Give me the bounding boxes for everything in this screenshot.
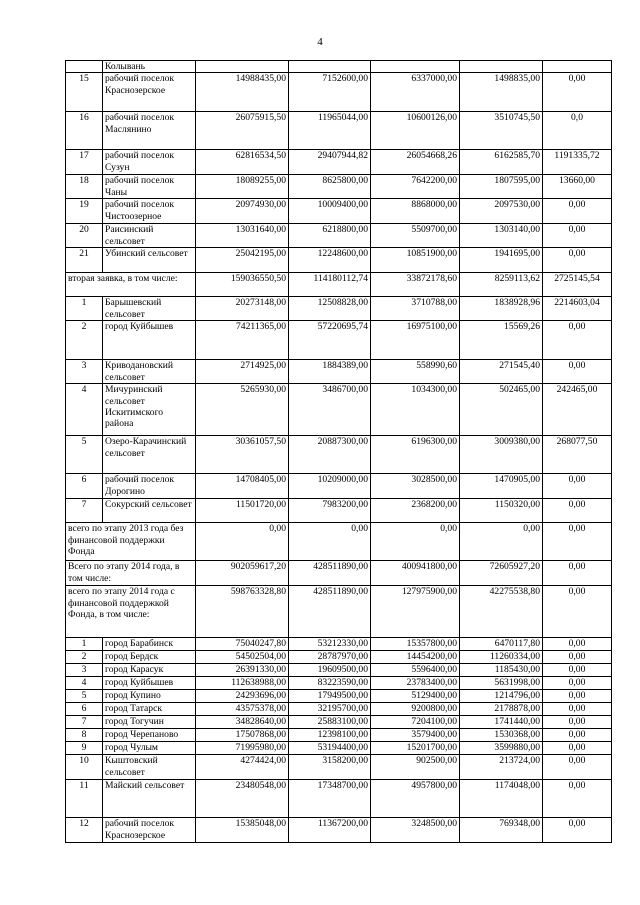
amount-cell-1: 25042195,00 <box>196 248 289 273</box>
row-number: 20 <box>66 224 103 248</box>
amount-cell-3: 1034300,00 <box>371 384 460 436</box>
amount-cell-3: 15201700,00 <box>371 742 460 755</box>
amount-cell-2: 53194400,00 <box>289 742 371 755</box>
amount-cell-5: 0,00 <box>543 780 612 818</box>
row-number: 9 <box>66 742 103 755</box>
row-number: 4 <box>66 677 103 690</box>
row-number: 7 <box>66 716 103 729</box>
amount-cell-4: 1185430,00 <box>460 664 543 677</box>
amount-cell-3: 33872178,60 <box>371 273 460 297</box>
table-row <box>66 651 612 664</box>
row-number: 18 <box>66 175 103 199</box>
municipality-name: Озеро-Карачинский сельсовет <box>103 436 196 474</box>
amount-cell-5: 0,00 <box>543 561 612 586</box>
amount-cell-2: 3486700,00 <box>289 384 371 436</box>
amount-cell-5: 0,00 <box>543 651 612 664</box>
amount-cell-3: 5596400,00 <box>371 664 460 677</box>
amount-cell-1: 4274424,00 <box>196 755 289 780</box>
municipality-name: Барышевский сельсовет <box>103 297 196 321</box>
amount-cell-3: 902500,00 <box>371 755 460 780</box>
amount-cell-5: 0,00 <box>543 716 612 729</box>
amount-cell-5: 242465,00 <box>543 384 612 436</box>
amount-cell-2 <box>289 61 371 73</box>
amount-cell-1: 23480548,00 <box>196 780 289 818</box>
amount-cell-1: 71995980,00 <box>196 742 289 755</box>
amount-cell-5: 0,0 <box>543 112 612 150</box>
amount-cell-5: 0,00 <box>543 818 612 843</box>
municipality-name: Кыштовский сельсовет <box>103 755 196 780</box>
row-number: 8 <box>66 729 103 742</box>
amount-cell-5: 0,00 <box>543 586 612 638</box>
amount-cell-2: 114180112,74 <box>289 273 371 297</box>
amount-cell-3: 558990,60 <box>371 360 460 384</box>
amount-cell-3: 3028500,00 <box>371 474 460 499</box>
amount-cell-2: 12248600,00 <box>289 248 371 273</box>
amount-cell-3: 5129400,00 <box>371 690 460 703</box>
table-row <box>66 742 612 755</box>
amount-cell-4: 1174048,00 <box>460 780 543 818</box>
funding-table <box>65 60 612 843</box>
amount-cell-4 <box>460 61 543 73</box>
municipality-name: город Татарск <box>103 703 196 716</box>
amount-cell-2: 11965044,00 <box>289 112 371 150</box>
summary-row <box>66 586 612 638</box>
amount-cell-1: 112638988,00 <box>196 677 289 690</box>
amount-cell-1: 24293696,00 <box>196 690 289 703</box>
row-number: 3 <box>66 360 103 384</box>
amount-cell-2: 428511890,00 <box>289 561 371 586</box>
amount-cell-3: 400941800,00 <box>371 561 460 586</box>
table-row <box>66 175 612 199</box>
amount-cell-4: 1214796,00 <box>460 690 543 703</box>
municipality-name: Убинский сельсовет <box>103 248 196 273</box>
amount-cell-3: 23783400,00 <box>371 677 460 690</box>
amount-cell-3: 7642200,00 <box>371 175 460 199</box>
amount-cell-1: 75040247,80 <box>196 638 289 651</box>
row-number: 12 <box>66 818 103 843</box>
amount-cell-4: 1150320,00 <box>460 499 543 523</box>
amount-cell-4: 3599880,00 <box>460 742 543 755</box>
amount-cell-1: 74211365,00 <box>196 321 289 360</box>
municipality-name: Раисинский сельсовет <box>103 224 196 248</box>
amount-cell-3: 2368200,00 <box>371 499 460 523</box>
municipality-name: рабочий поселок Сузун <box>103 150 196 175</box>
municipality-name: город Карасук <box>103 664 196 677</box>
amount-cell-2: 3158200,00 <box>289 755 371 780</box>
row-number: 15 <box>66 73 103 112</box>
amount-cell-2: 12398100,00 <box>289 729 371 742</box>
row-number: 6 <box>66 703 103 716</box>
table-row <box>66 112 612 150</box>
amount-cell-1: 54502504,00 <box>196 651 289 664</box>
summary-row <box>66 561 612 586</box>
amount-cell-1: 62816534,50 <box>196 150 289 175</box>
amount-cell-5: 0,00 <box>543 742 612 755</box>
amount-cell-3: 10600126,00 <box>371 112 460 150</box>
amount-cell-5: 0,00 <box>543 360 612 384</box>
amount-cell-5: 2214603,04 <box>543 297 612 321</box>
amount-cell-2: 7152600,00 <box>289 73 371 112</box>
amount-cell-3: 14454200,00 <box>371 651 460 664</box>
amount-cell-5: 0,00 <box>543 729 612 742</box>
amount-cell-1 <box>196 61 289 73</box>
row-number: 5 <box>66 690 103 703</box>
row-number: 4 <box>66 384 103 436</box>
amount-cell-2: 0,00 <box>289 523 371 561</box>
amount-cell-1: 11501720,00 <box>196 499 289 523</box>
amount-cell-3: 16975100,00 <box>371 321 460 360</box>
row-number: 2 <box>66 321 103 360</box>
amount-cell-5: 268077,50 <box>543 436 612 474</box>
amount-cell-1: 14708405,00 <box>196 474 289 499</box>
municipality-name: рабочий поселок Дорогино <box>103 474 196 499</box>
municipality-name: Криводановский сельсовет <box>103 360 196 384</box>
summary-row <box>66 523 612 561</box>
table-row <box>66 638 612 651</box>
amount-cell-5: 0,00 <box>543 224 612 248</box>
amount-cell-4: 3510745,50 <box>460 112 543 150</box>
amount-cell-2: 10009400,00 <box>289 199 371 224</box>
amount-cell-1: 26391330,00 <box>196 664 289 677</box>
amount-cell-3: 26054668,26 <box>371 150 460 175</box>
table-row <box>66 384 612 436</box>
amount-cell-3: 127975900,00 <box>371 586 460 638</box>
amount-cell-2: 29407944,82 <box>289 150 371 175</box>
amount-cell-3: 4957800,00 <box>371 780 460 818</box>
row-number: 7 <box>66 499 103 523</box>
amount-cell-1: 0,00 <box>196 523 289 561</box>
municipality-name: Сокурский сельсовет <box>103 499 196 523</box>
amount-cell-3: 10851900,00 <box>371 248 460 273</box>
summary-row <box>66 273 612 297</box>
amount-cell-1: 26075915,50 <box>196 112 289 150</box>
amount-cell-4: 1838928,96 <box>460 297 543 321</box>
amount-cell-4: 1470905,00 <box>460 474 543 499</box>
amount-cell-4: 213724,00 <box>460 755 543 780</box>
amount-cell-3: 3710788,00 <box>371 297 460 321</box>
amount-cell-4: 1498835,00 <box>460 73 543 112</box>
summary-label: всего по этапу 2014 года с финансовой поддержкой Фонда, в том числе: <box>66 586 196 638</box>
amount-cell-5: 0,00 <box>543 499 612 523</box>
municipality-name: город Чулым <box>103 742 196 755</box>
amount-cell-1: 15385048,00 <box>196 818 289 843</box>
amount-cell-3: 3579400,00 <box>371 729 460 742</box>
amount-cell-3: 8868000,00 <box>371 199 460 224</box>
amount-cell-4: 1807595,00 <box>460 175 543 199</box>
amount-cell-5: 0,00 <box>543 638 612 651</box>
table-row <box>66 73 612 112</box>
amount-cell-5: 2725145,54 <box>543 273 612 297</box>
amount-cell-4: 1303140,00 <box>460 224 543 248</box>
table-row <box>66 199 612 224</box>
municipality-name: город Черепаново <box>103 729 196 742</box>
table-body <box>66 61 612 843</box>
municipality-name: город Куйбышев <box>103 677 196 690</box>
municipality-name: рабочий поселок Краснозерское <box>103 818 196 843</box>
municipality-name: город Барабинск <box>103 638 196 651</box>
amount-cell-4: 8259113,62 <box>460 273 543 297</box>
table-row <box>66 360 612 384</box>
table-row <box>66 61 612 73</box>
amount-cell-4: 3009380,00 <box>460 436 543 474</box>
amount-cell-1: 20974930,00 <box>196 199 289 224</box>
row-number: 19 <box>66 199 103 224</box>
amount-cell-2: 83223590,00 <box>289 677 371 690</box>
municipality-name: рабочий поселок Чистоозерное <box>103 199 196 224</box>
amount-cell-5: 0,00 <box>543 248 612 273</box>
table-row <box>66 474 612 499</box>
municipality-name: город Купино <box>103 690 196 703</box>
table-row <box>66 224 612 248</box>
amount-cell-3: 3248500,00 <box>371 818 460 843</box>
amount-cell-3: 6196300,00 <box>371 436 460 474</box>
municipality-name: рабочий поселок Чаны <box>103 175 196 199</box>
amount-cell-1: 14988435,00 <box>196 73 289 112</box>
amount-cell-4: 1941695,00 <box>460 248 543 273</box>
amount-cell-1: 34828640,00 <box>196 716 289 729</box>
amount-cell-4: 0,00 <box>460 523 543 561</box>
row-number <box>66 61 103 73</box>
table-row <box>66 499 612 523</box>
amount-cell-2: 1884389,00 <box>289 360 371 384</box>
amount-cell-1: 2714925,00 <box>196 360 289 384</box>
municipality-name: Майский сельсовет <box>103 780 196 818</box>
amount-cell-4: 769348,00 <box>460 818 543 843</box>
row-number: 5 <box>66 436 103 474</box>
amount-cell-5: 0,00 <box>543 755 612 780</box>
table-row <box>66 297 612 321</box>
amount-cell-2: 12508828,00 <box>289 297 371 321</box>
row-number: 3 <box>66 664 103 677</box>
amount-cell-5: 0,00 <box>543 703 612 716</box>
municipality-name: город Тогучин <box>103 716 196 729</box>
municipality-name: Колывань <box>103 61 196 73</box>
municipality-name: город Бердск <box>103 651 196 664</box>
amount-cell-4: 11260334,00 <box>460 651 543 664</box>
amount-cell-4: 1530368,00 <box>460 729 543 742</box>
amount-cell-4: 1741440,00 <box>460 716 543 729</box>
table-row <box>66 716 612 729</box>
table-row <box>66 321 612 360</box>
amount-cell-3: 6337000,00 <box>371 73 460 112</box>
amount-cell-5: 0,00 <box>543 677 612 690</box>
amount-cell-1: 43575378,00 <box>196 703 289 716</box>
amount-cell-5: 0,00 <box>543 474 612 499</box>
amount-cell-1: 18089255,00 <box>196 175 289 199</box>
municipality-name: город Куйбышев <box>103 321 196 360</box>
amount-cell-1: 598763328,80 <box>196 586 289 638</box>
amount-cell-2: 32195700,00 <box>289 703 371 716</box>
amount-cell-2: 17949500,00 <box>289 690 371 703</box>
amount-cell-4: 72605927,20 <box>460 561 543 586</box>
amount-cell-1: 902059617,20 <box>196 561 289 586</box>
amount-cell-4: 502465,00 <box>460 384 543 436</box>
row-number: 10 <box>66 755 103 780</box>
amount-cell-2: 28787970,00 <box>289 651 371 664</box>
amount-cell-3: 15357800,00 <box>371 638 460 651</box>
amount-cell-3: 0,00 <box>371 523 460 561</box>
table-row <box>66 729 612 742</box>
summary-label: Всего по этапу 2014 года, в том числе: <box>66 561 196 586</box>
table-row <box>66 690 612 703</box>
amount-cell-2: 19609500,00 <box>289 664 371 677</box>
amount-cell-1: 17507868,00 <box>196 729 289 742</box>
table-row <box>66 677 612 690</box>
amount-cell-2: 57220695,74 <box>289 321 371 360</box>
table-row <box>66 703 612 716</box>
amount-cell-2: 25883100,00 <box>289 716 371 729</box>
table-row <box>66 150 612 175</box>
row-number: 21 <box>66 248 103 273</box>
table-row <box>66 664 612 677</box>
amount-cell-3: 5509700,00 <box>371 224 460 248</box>
amount-cell-5: 0,00 <box>543 199 612 224</box>
table-row <box>66 436 612 474</box>
row-number: 1 <box>66 638 103 651</box>
amount-cell-1: 20273148,00 <box>196 297 289 321</box>
municipality-name: Мичуринский сельсовет Искитимского района <box>103 384 196 436</box>
page-number: 4 <box>317 36 323 48</box>
row-number: 6 <box>66 474 103 499</box>
amount-cell-2: 17348700,00 <box>289 780 371 818</box>
amount-cell-5: 0,00 <box>543 523 612 561</box>
summary-label: всего по этапу 2013 года без финансовой поддержки Фонда <box>66 523 196 561</box>
amount-cell-2: 53212330,00 <box>289 638 371 651</box>
amount-cell-1: 5265930,00 <box>196 384 289 436</box>
amount-cell-3 <box>371 61 460 73</box>
amount-cell-2: 20887300,00 <box>289 436 371 474</box>
row-number: 1 <box>66 297 103 321</box>
amount-cell-2: 428511890,00 <box>289 586 371 638</box>
amount-cell-1: 159036550,50 <box>196 273 289 297</box>
amount-cell-3: 9200800,00 <box>371 703 460 716</box>
table-row <box>66 248 612 273</box>
amount-cell-5: 0,00 <box>543 321 612 360</box>
amount-cell-4: 2178878,00 <box>460 703 543 716</box>
row-number: 17 <box>66 150 103 175</box>
amount-cell-2: 6218800,00 <box>289 224 371 248</box>
amount-cell-5: 13660,00 <box>543 175 612 199</box>
amount-cell-4: 6470117,80 <box>460 638 543 651</box>
amount-cell-1: 30361057,50 <box>196 436 289 474</box>
amount-cell-3: 7204100,00 <box>371 716 460 729</box>
amount-cell-4: 42275538,80 <box>460 586 543 638</box>
amount-cell-1: 13031640,00 <box>196 224 289 248</box>
amount-cell-4: 5631998,00 <box>460 677 543 690</box>
amount-cell-5: 0,00 <box>543 73 612 112</box>
amount-cell-4: 271545,40 <box>460 360 543 384</box>
row-number: 16 <box>66 112 103 150</box>
amount-cell-4: 15569,26 <box>460 321 543 360</box>
amount-cell-5: 0,00 <box>543 690 612 703</box>
amount-cell-4: 6162585,70 <box>460 150 543 175</box>
summary-label: вторая заявка, в том числе: <box>66 273 196 297</box>
amount-cell-5 <box>543 61 612 73</box>
amount-cell-5: 1191335,72 <box>543 150 612 175</box>
table-row <box>66 818 612 843</box>
amount-cell-2: 8625800,00 <box>289 175 371 199</box>
amount-cell-4: 2097530,00 <box>460 199 543 224</box>
row-number: 2 <box>66 651 103 664</box>
amount-cell-2: 10209000,00 <box>289 474 371 499</box>
amount-cell-2: 7983200,00 <box>289 499 371 523</box>
amount-cell-2: 11367200,00 <box>289 818 371 843</box>
amount-cell-5: 0,00 <box>543 664 612 677</box>
table-row <box>66 755 612 780</box>
municipality-name: рабочий поселок Маслянино <box>103 112 196 150</box>
table-row <box>66 780 612 818</box>
row-number: 11 <box>66 780 103 818</box>
municipality-name: рабочий поселок Краснозерское <box>103 73 196 112</box>
